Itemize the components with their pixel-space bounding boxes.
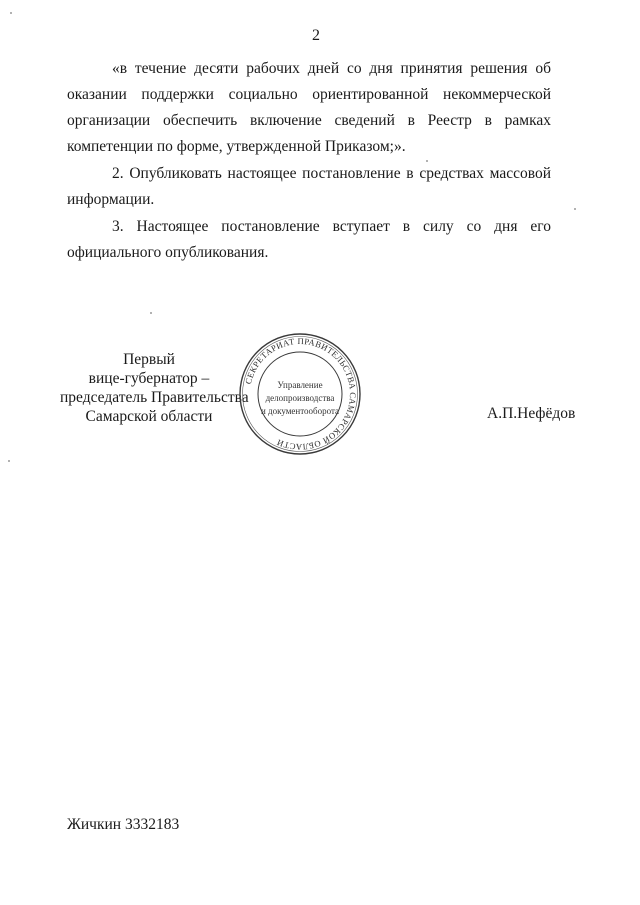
executor-info: Жичкин 3332183 bbox=[67, 816, 180, 833]
scan-speck bbox=[10, 12, 12, 14]
scan-speck bbox=[574, 208, 576, 210]
signatory-position bbox=[60, 350, 249, 426]
signatory-position-line: вице-губернатор – bbox=[88, 370, 210, 387]
scan-speck bbox=[150, 312, 152, 314]
official-stamp bbox=[238, 332, 362, 456]
paragraph-item-3 bbox=[67, 214, 551, 266]
signatory-name: А.П.Нефёдов bbox=[487, 405, 576, 422]
paragraph-item-2 bbox=[67, 161, 551, 213]
paragraph-line: 3. Настоящее постановление вступает в силу со дня его bbox=[112, 218, 551, 235]
paragraph-line: информации. bbox=[67, 191, 155, 208]
paragraph-line: оказании поддержки социально ориентированной некоммерческой bbox=[67, 86, 551, 103]
page-number: 2 bbox=[312, 27, 320, 44]
paragraph-quote bbox=[67, 56, 551, 160]
stamp-center-line: и документооборота bbox=[260, 406, 340, 416]
stamp-center-line: делопроизводства bbox=[265, 393, 335, 403]
scan-speck bbox=[426, 160, 428, 162]
stamp-center-line: Управление bbox=[277, 380, 323, 390]
paragraph-line: официального опубликования. bbox=[67, 244, 269, 261]
paragraph-line: компетенции по форме, утвержденной Приказом;». bbox=[67, 138, 406, 155]
stamp-ring-text: СЕКРЕТАРИАТ ПРАВИТЕЛЬСТВА САМАРСКОЙ ОБЛАСТИ bbox=[243, 335, 359, 453]
paragraph-line: организации обеспечить включение сведений в Реестр в рамках bbox=[67, 112, 551, 129]
paragraph-line: «в течение десяти рабочих дней со дня принятия решения об bbox=[112, 60, 551, 77]
scan-speck bbox=[8, 460, 10, 462]
signatory-position-line: Первый bbox=[123, 351, 175, 368]
signatory-position-line: Самарской области bbox=[85, 408, 213, 425]
paragraph-line: 2. Опубликовать настоящее постановление в средствах массовой bbox=[112, 165, 551, 182]
signatory-position-line: председатель Правительства bbox=[60, 389, 249, 406]
